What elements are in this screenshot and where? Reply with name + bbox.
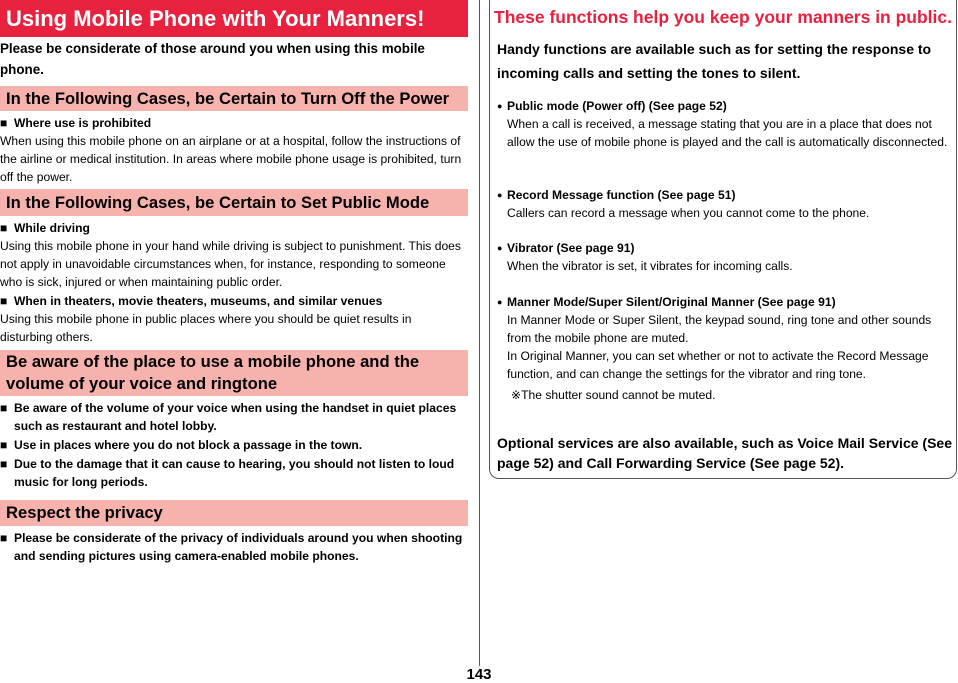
item-driving	[0, 219, 466, 291]
privacy-bullets	[0, 529, 466, 565]
manners-functions-box	[489, 0, 957, 479]
box-title: These functions help you keep your manners in public.	[494, 7, 952, 27]
section-heading-public-mode: In the Following Cases, be Certain to Set Public Mode	[0, 189, 468, 216]
intro-text: Please be considerate of those around you when using this mobile phone.	[0, 41, 425, 77]
feature-label: ● Vibrator (See page 91)	[497, 239, 952, 257]
feature-vibrator	[497, 239, 952, 275]
feature-label: ● Record Message function (See page 51)	[497, 186, 952, 204]
feature-text-2: In Original Manner, you can set whether or not to activate the Record Message function, and can change the settings for the vibrator and ring tone.	[507, 349, 929, 381]
bullet-item: ■ Please be considerate of the privacy of individuals around you when shooting and sending pictures using camera-enabled mobile phones.	[0, 529, 466, 565]
feature-label: ● Public mode (Power off) (See page 52)	[497, 97, 952, 115]
item-text: When using this mobile phone on an airplane or at a hospital, follow the instructions of the airline or medical institution. In areas where mobile phone usage is prohibited, turn off the power.	[0, 134, 462, 184]
feature-record-message	[497, 186, 952, 222]
box-intro: Handy functions are available such as for setting the response to incoming calls and setting the tones to silent.	[497, 41, 932, 81]
item-label: ■ When in theaters, movie theaters, museums, and similar venues	[0, 292, 466, 310]
page-title: Using Mobile Phone with Your Manners!	[0, 0, 468, 37]
item-text: Using this mobile phone in public places where you should be quiet results in disturbing others.	[0, 312, 412, 344]
bullet-item: ■ Use in places where you do not block a passage in the town.	[0, 436, 466, 454]
feature-text: When the vibrator is set, it vibrates for incoming calls.	[507, 259, 793, 273]
feature-public-mode	[497, 97, 952, 151]
feature-text: Callers can record a message when you cannot come to the phone.	[507, 206, 870, 220]
feature-text: When a call is received, a message stating that you are in a place that does not allow the use of mobile phone is played and the call is automatically disconnected.	[507, 117, 948, 149]
box-footer: Optional services are also available, such as Voice Mail Service (See page 52) and Call Forwarding Service (See page 52).	[497, 435, 952, 471]
item-prohibited	[0, 114, 466, 186]
feature-text: In Manner Mode or Super Silent, the keypad sound, ring tone and other sounds from the mobile phone are muted.	[507, 313, 932, 345]
section-heading-voice-volume: Be aware of the place to use a mobile phone and the volume of your voice and ringtone	[0, 350, 468, 396]
section-heading-privacy: Respect the privacy	[0, 500, 468, 526]
feature-note: ※The shutter sound cannot be muted.	[511, 388, 716, 402]
bullet-item: ■ Be aware of the volume of your voice when using the handset in quiet places such as restaurant and hotel lobby.	[0, 399, 466, 435]
item-theaters	[0, 292, 466, 346]
item-text: Using this mobile phone in your hand while driving is subject to punishment. This does not apply in unavoidable circumstances when, for instance, responding to someone who is sick, injured or when maintaining public order.	[0, 239, 461, 289]
section-heading-power-off: In the Following Cases, be Certain to Turn Off the Power	[0, 86, 468, 111]
bullet-item: ■ Due to the damage that it can cause to hearing, you should not listen to loud music for long periods.	[0, 455, 466, 491]
feature-manner-mode	[497, 293, 952, 404]
item-label: ■ Where use is prohibited	[0, 114, 466, 132]
voice-volume-bullets	[0, 399, 466, 491]
item-label: ■ While driving	[0, 219, 466, 237]
page-number: 143	[466, 666, 492, 683]
feature-label: ● Manner Mode/Super Silent/Original Manner (See page 91)	[497, 293, 952, 311]
column-divider	[479, 0, 480, 666]
